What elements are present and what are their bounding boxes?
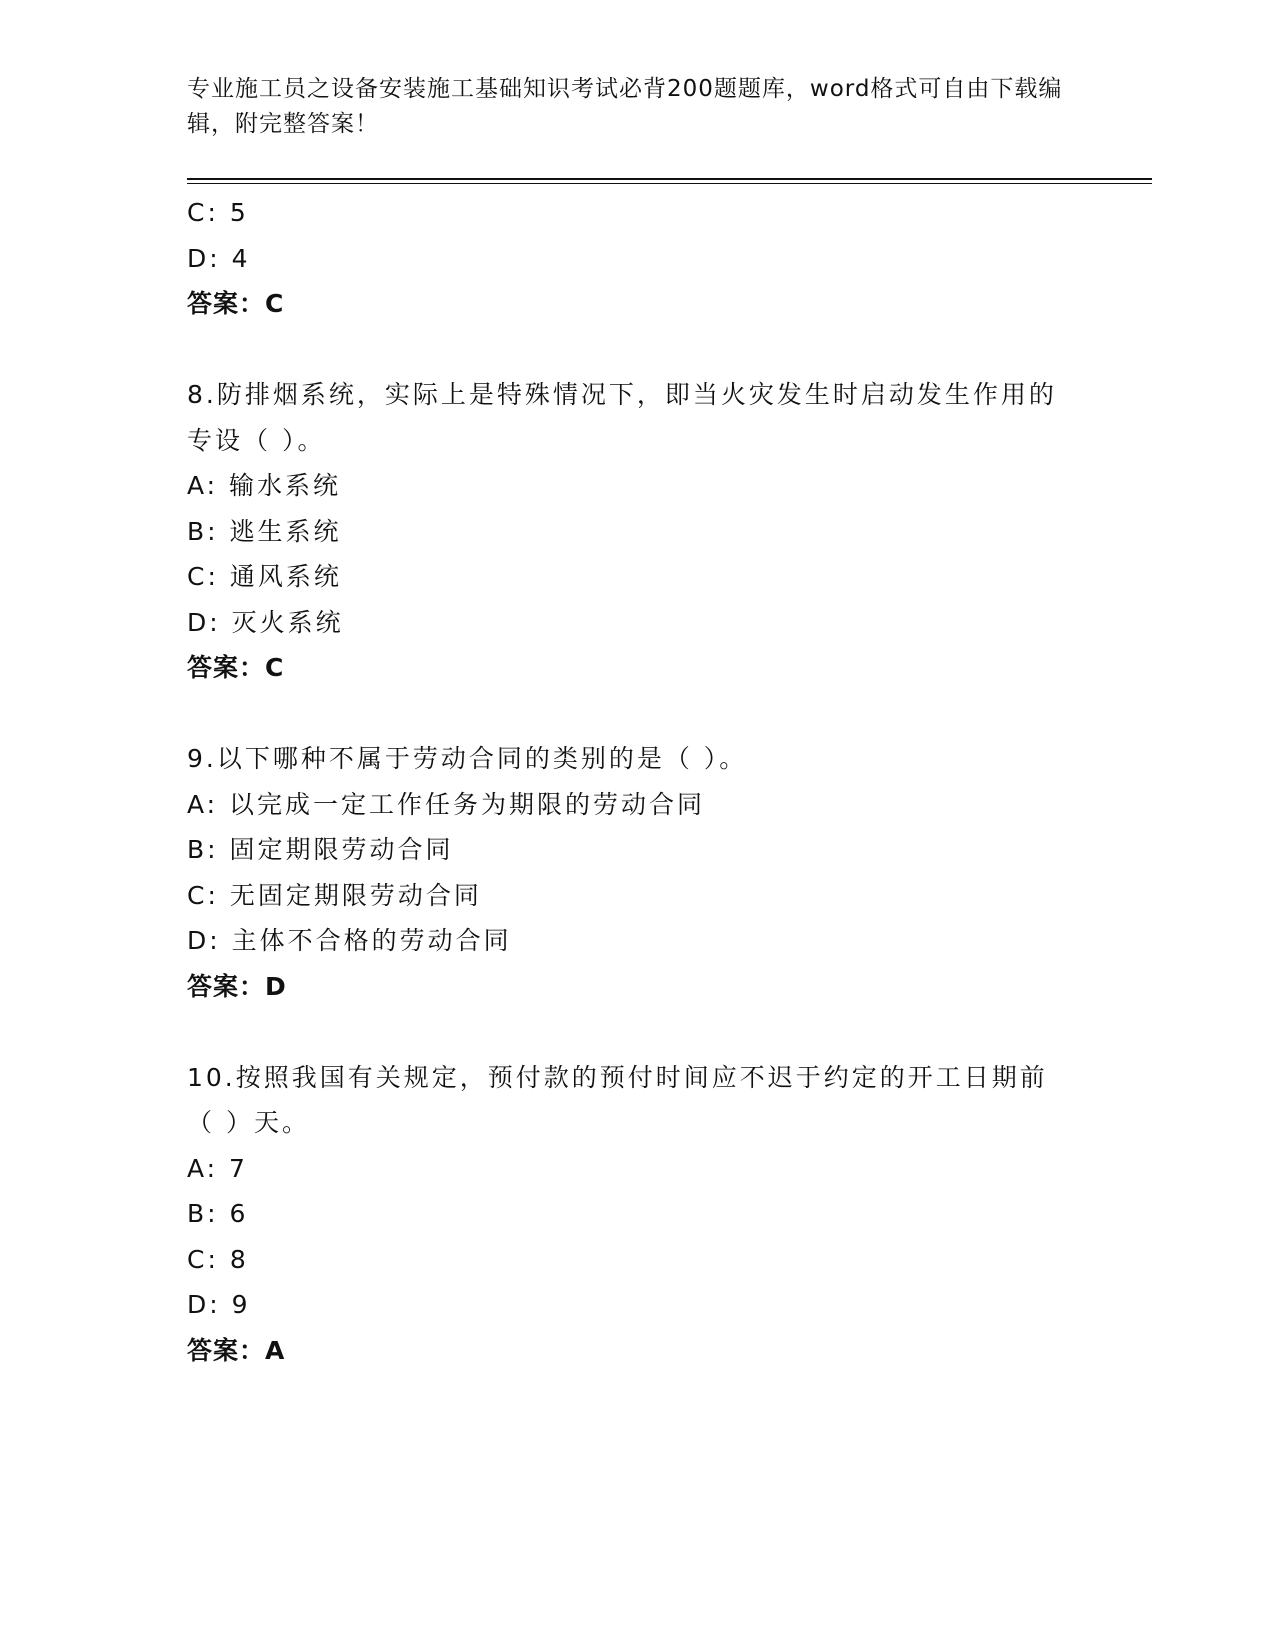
option-c: C: 5 [187, 198, 249, 227]
option-b: B: 6 [187, 1199, 249, 1228]
answer-line: 答案：C [187, 289, 285, 318]
continued-question [187, 190, 1087, 327]
question-text: 8.防排烟系统，实际上是特殊情况下，即当火灾发生时启动发生作用的专设（ ）。 [187, 380, 1057, 455]
answer-line: 答案：D [187, 971, 287, 1001]
option-b: B: 逃生系统 [187, 516, 342, 546]
question-8 [187, 372, 1087, 691]
option-d: D: 4 [187, 243, 251, 273]
question-10 [187, 1055, 1087, 1374]
option-a: A: 输水系统 [187, 471, 342, 500]
option-a: A: 7 [187, 1153, 248, 1183]
question-text: 9.以下哪种不属于劳动合同的类别的是（ ）。 [187, 744, 748, 773]
option-c: C: 通风系统 [187, 562, 342, 591]
question-text: 10.按照我国有关规定，预付款的预付时间应不迟于约定的开工日期前（ ）天。 [187, 1062, 1048, 1137]
question-list [187, 190, 1087, 1373]
option-b: B: 固定期限劳动合同 [187, 835, 454, 864]
option-a: A: 以完成一定工作任务为期限的劳动合同 [187, 789, 706, 819]
option-c: C: 8 [187, 1244, 249, 1274]
option-d: D: 灭火系统 [187, 607, 344, 637]
option-d: D: 9 [187, 1290, 251, 1319]
option-c: C: 无固定期限劳动合同 [187, 880, 482, 910]
answer-line: 答案：A [187, 1335, 286, 1365]
option-d: D: 主体不合格的劳动合同 [187, 926, 512, 955]
header-rule-thin [187, 183, 1152, 184]
question-9 [187, 736, 1087, 1009]
answer-line: 答案：C [187, 653, 285, 682]
document-header: 专业施工员之设备安装施工基础知识考试必背200题题库，word格式可自由下载编辑，附完整答案！ [187, 76, 1063, 137]
header-rule-thick [187, 178, 1152, 180]
